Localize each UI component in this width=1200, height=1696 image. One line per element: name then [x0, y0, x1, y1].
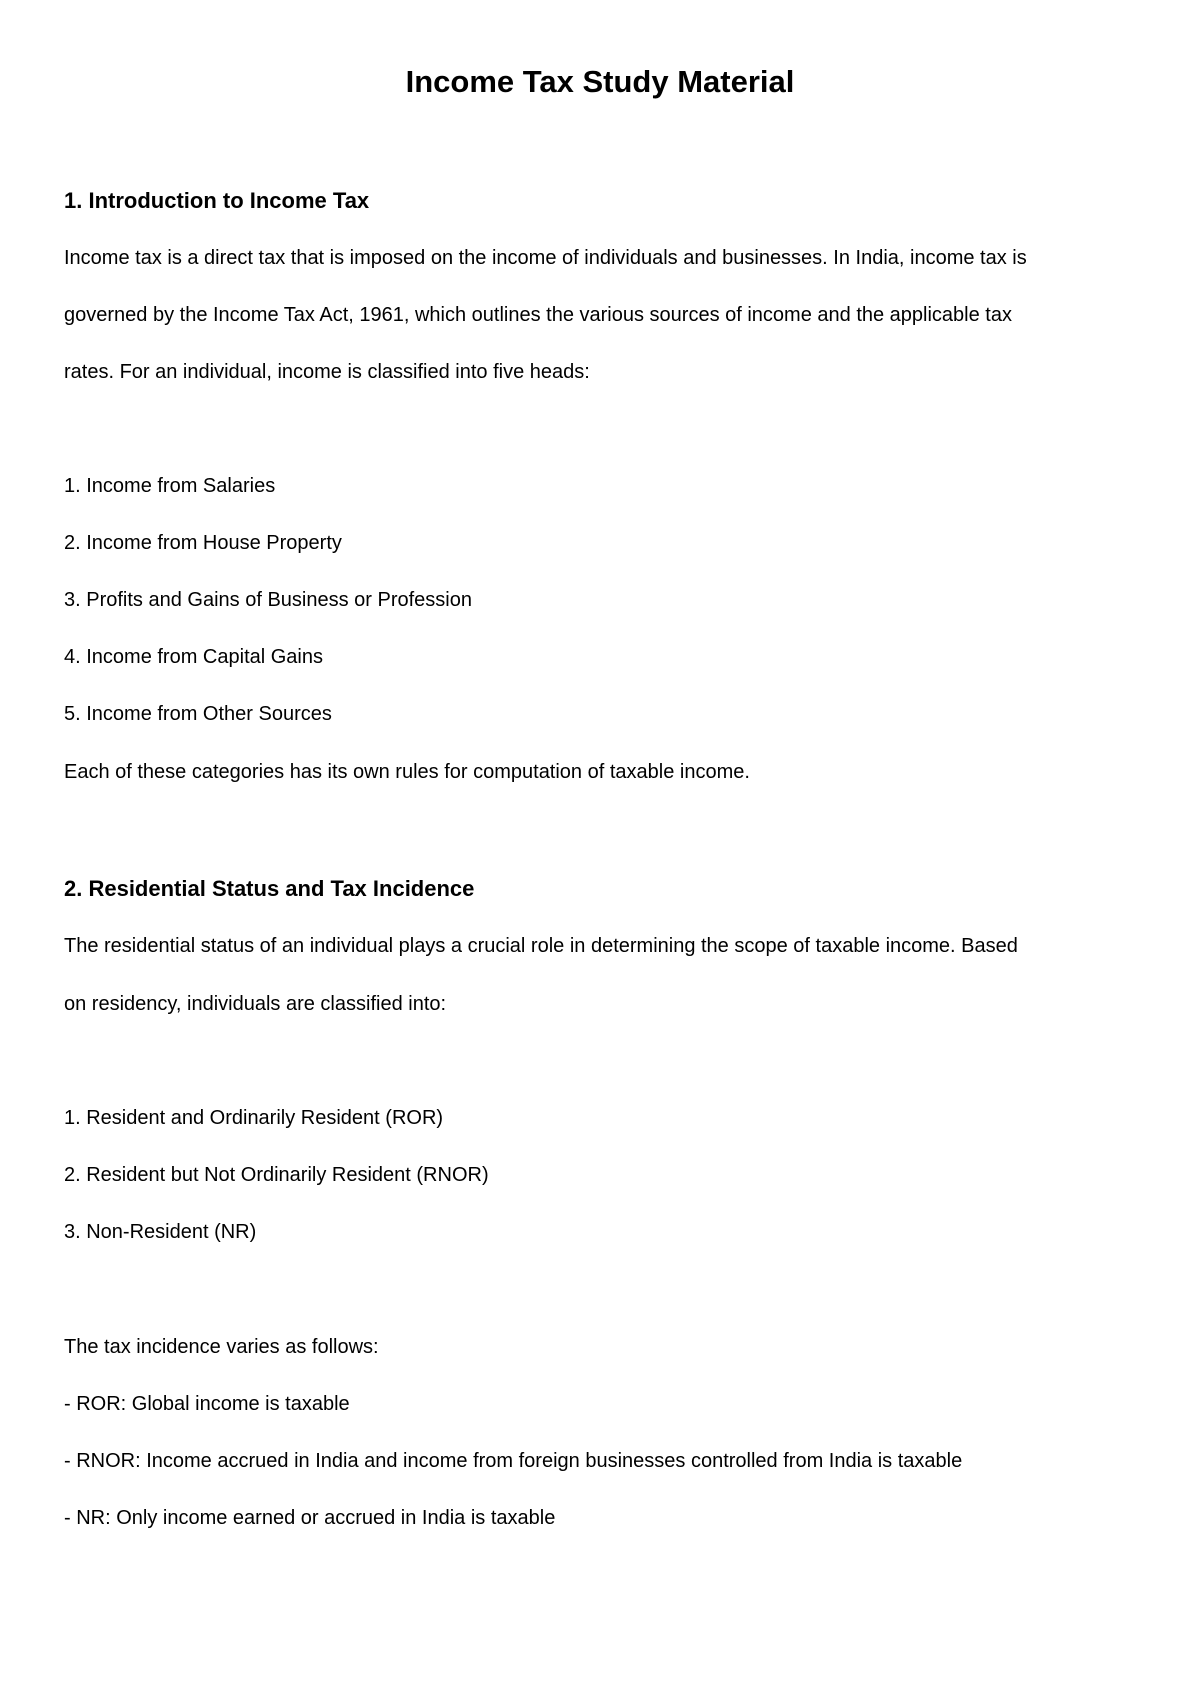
section-2-heading: 2. Residential Status and Tax Incidence	[64, 876, 475, 901]
document-title: Income Tax Study Material	[405, 64, 795, 99]
section-1-closing: Each of these categories has its own rules for computation of taxable income.	[64, 761, 750, 783]
residency-category-item: 3. Non-Resident (NR)	[64, 1221, 257, 1243]
section-1-paragraph-line: Income tax is a direct tax that is imposed on the income of individuals and businesses. In India, income tax is	[64, 247, 1027, 269]
incidence-item: - ROR: Global income is taxable	[64, 1393, 350, 1415]
section-2-paragraph-line: The residential status of an individual plays a crucial role in determining the scope of taxable income. Based	[64, 935, 1018, 957]
income-head-item: 1. Income from Salaries	[64, 475, 276, 497]
income-head-item: 5. Income from Other Sources	[64, 703, 332, 725]
income-head-item: 3. Profits and Gains of Business or Profession	[64, 589, 472, 611]
income-head-item: 4. Income from Capital Gains	[64, 646, 323, 668]
incidence-item: - NR: Only income earned or accrued in India is taxable	[64, 1507, 556, 1529]
residency-category-item: 1. Resident and Ordinarily Resident (ROR)	[64, 1107, 444, 1129]
income-head-item: 2. Income from House Property	[64, 532, 342, 554]
section-1-paragraph-line: rates. For an individual, income is classified into five heads:	[64, 361, 590, 383]
incidence-item: - RNOR: Income accrued in India and income from foreign businesses controlled from India is taxable	[64, 1450, 963, 1472]
incidence-intro: The tax incidence varies as follows:	[64, 1336, 379, 1358]
section-1-heading: 1. Introduction to Income Tax	[64, 188, 370, 213]
residency-category-item: 2. Resident but Not Ordinarily Resident (RNOR)	[64, 1164, 489, 1186]
section-1-paragraph-line: governed by the Income Tax Act, 1961, which outlines the various sources of income and the applicable tax	[64, 304, 1012, 326]
section-2-paragraph-line: on residency, individuals are classified into:	[64, 993, 447, 1015]
